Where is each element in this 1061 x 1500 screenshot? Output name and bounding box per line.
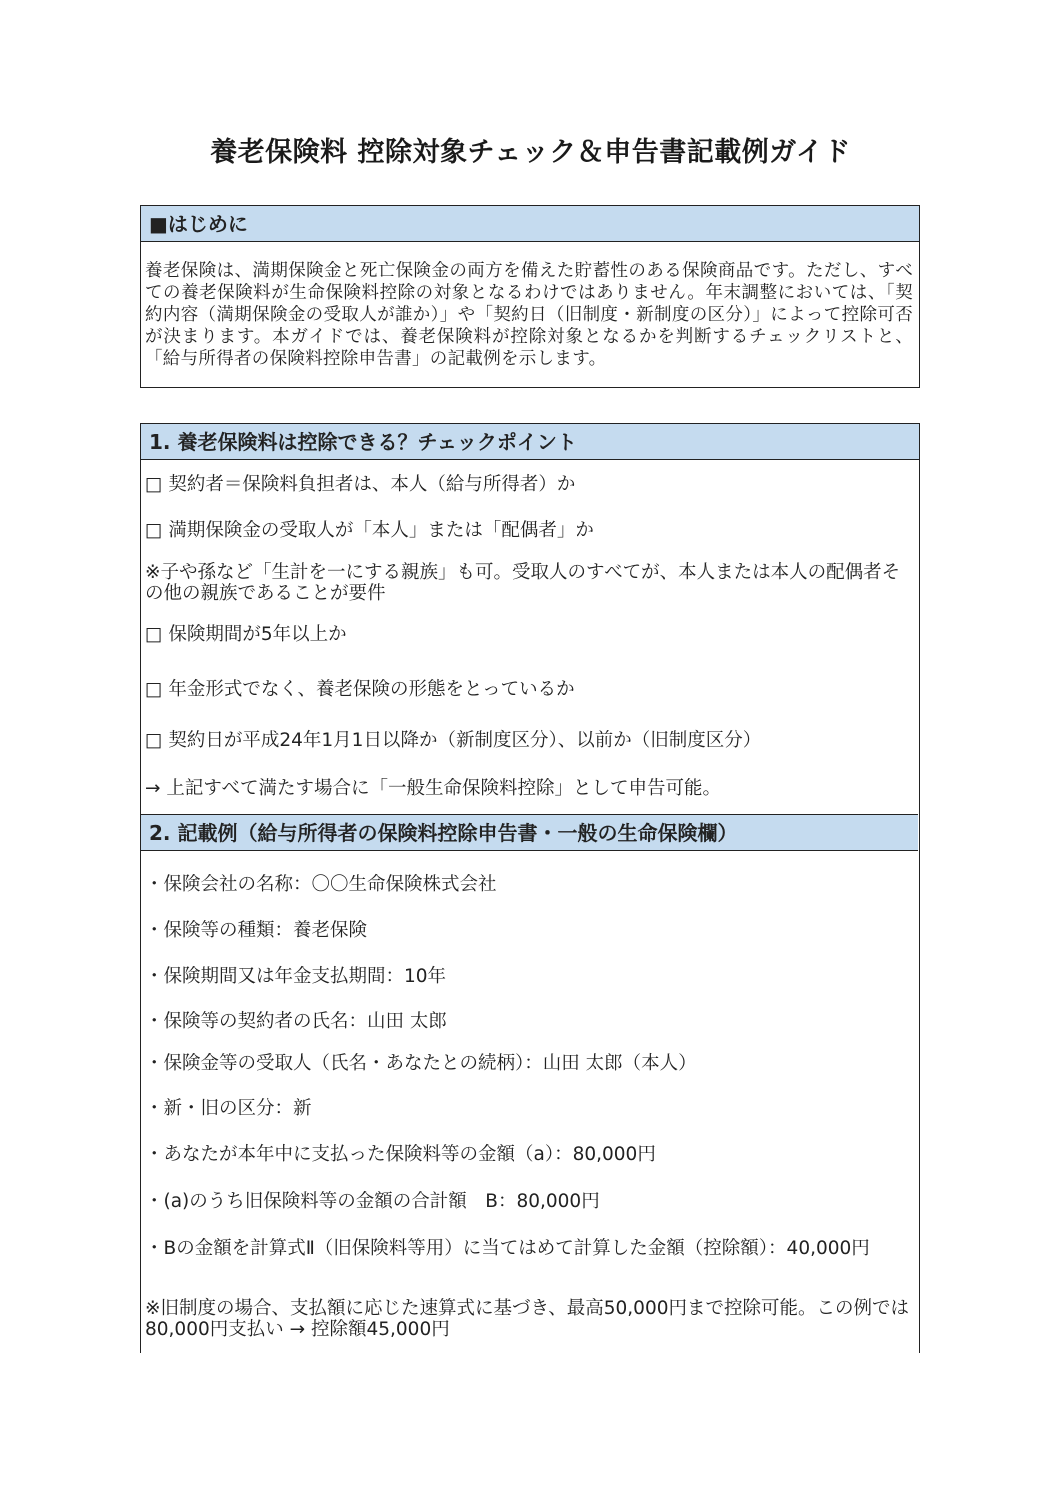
intro-body: 養老保険は、満期保険金と死亡保険金の両方を備えた貯蓄性のある保険商品です。ただし、すべての養老保険料が生命保険料控除の対象となるわけではありません。年末調整においては、「契約内容（満期保険金の受取人が誰か）」や「契約日（旧制度・新制度の区分）」によって控除可否が決まります。本ガイドでは、養老保険料が控除対象となるかを判断するチェックリストと、「給与所得者の保険料控除申告書」の記載例を示します。 [145,261,913,369]
intro-section [140,205,920,388]
check-item: □ 契約日が平成24年1月1日以降か（新制度区分）、以前か（旧制度区分） [145,730,762,751]
section2-header-wrap [141,814,918,851]
section2-heading: 2. 記載例（給与所得者の保険料控除申告書・一般の生命保険欄） [141,815,918,851]
example-item: ・保険期間又は年金支払期間：10年 [145,966,447,987]
example-item: ・保険等の種類：養老保険 [145,920,368,941]
example-item: ・保険会社の名称：〇〇生命保険株式会社 [145,874,497,895]
example-item: ・あなたが本年中に支払った保険料等の金額（a）：80,000円 [145,1144,656,1165]
check-item: □ 保険期間が5年以上か [145,624,347,645]
check-item: □ 契約者＝保険料負担者は、本人（給与所得者）か [145,474,576,495]
main-section [140,423,920,1353]
check-note: ※子や孫など「生計を一にする親族」も可。受取人のすべてが、本人または本人の配偶者その他の親族であることが要件 [145,562,901,604]
intro-heading: ■はじめに [141,206,919,242]
check-conclusion: → 上記すべて満たす場合に「一般生命保険料控除」として申告可能。 [145,778,722,799]
check-item: □ 年金形式でなく、養老保険の形態をとっているか [145,679,575,700]
example-note: ※旧制度の場合、支払額に応じた速算式に基づき、最高50,000円まで控除可能。この例では80,000円支払い → 控除額45,000円 [145,1298,909,1340]
check-item: □ 満期保険金の受取人が「本人」または「配偶者」か [145,520,594,541]
example-item: ・保険等の契約者の氏名：山田 太郎 [145,1011,447,1032]
example-item: ・保険金等の受取人（氏名・あなたとの続柄）：山田 太郎（本人） [145,1053,697,1074]
page-title: 養老保険料 控除対象チェック＆申告書記載例ガイド [210,137,851,168]
example-item: ・Bの金額を計算式Ⅱ（旧保険料等用）に当てはめて計算した金額（控除額）：40,000円 [145,1238,870,1259]
example-item: ・(a)のうち旧保険料等の金額の合計額 B：80,000円 [145,1191,600,1212]
section1-heading: 1. 養老保険料は控除できる？チェックポイント [141,424,919,460]
example-item: ・新・旧の区分：新 [145,1098,312,1119]
